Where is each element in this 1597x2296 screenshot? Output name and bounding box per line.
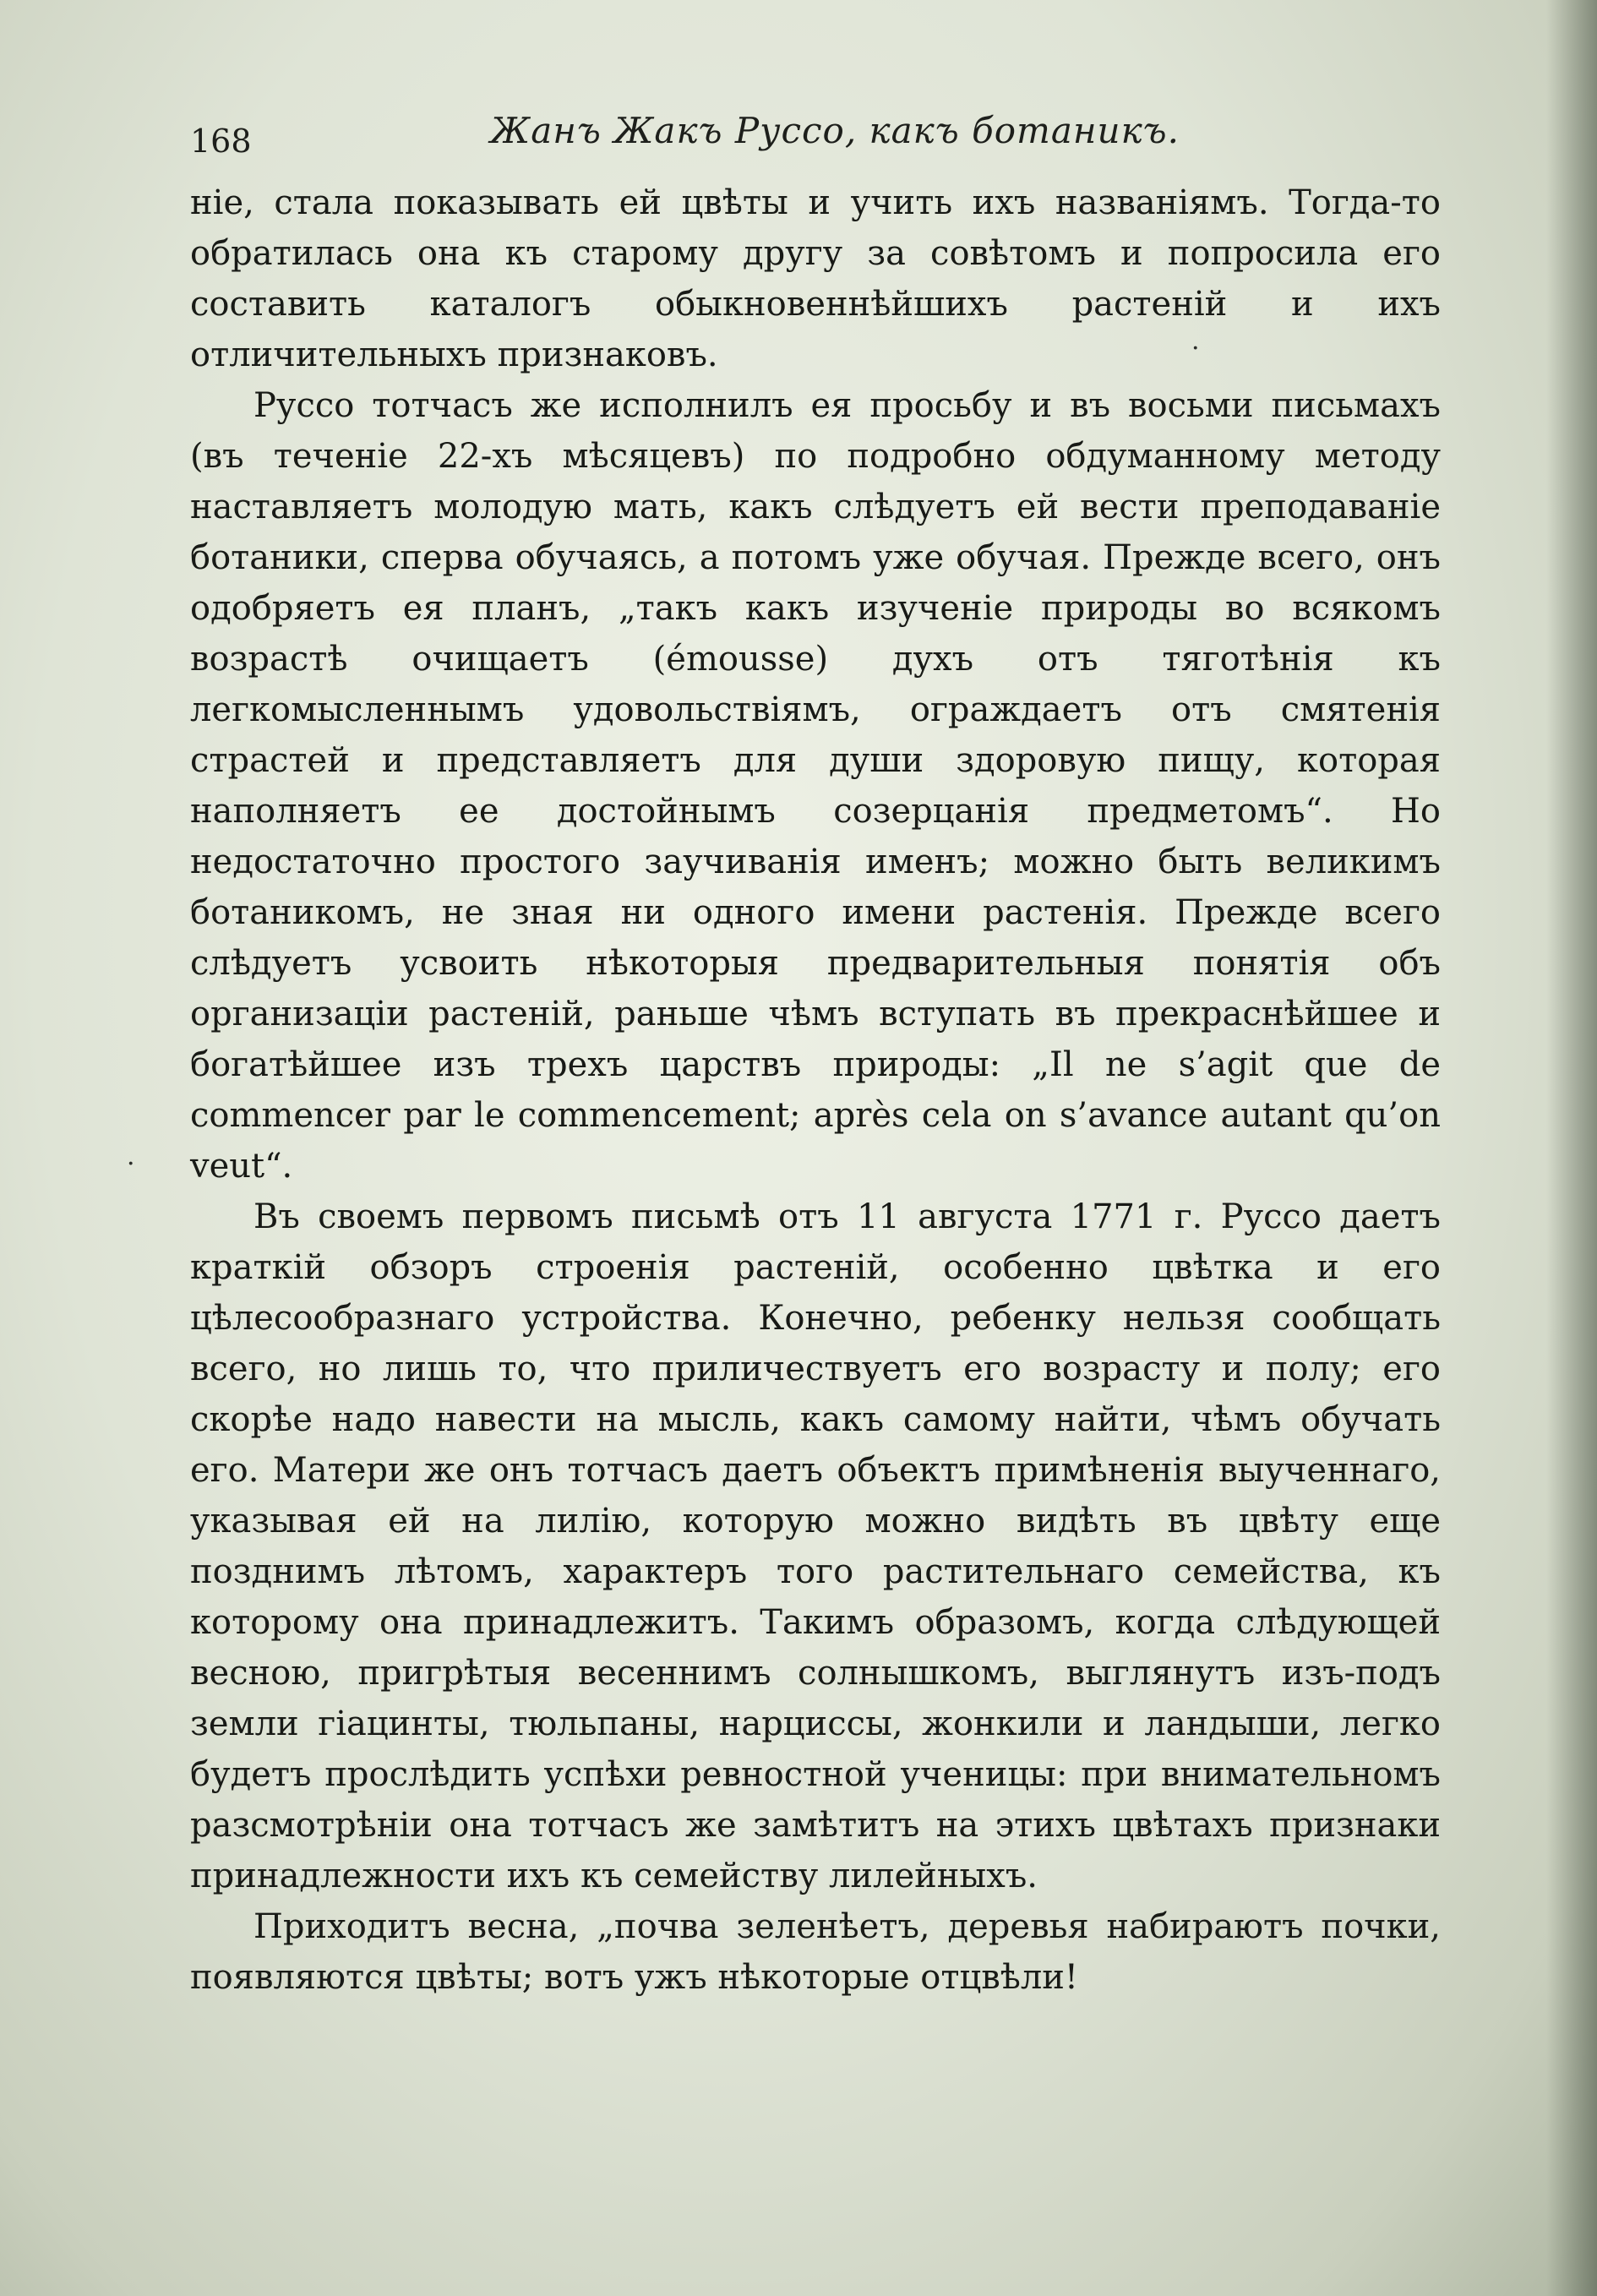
ink-speck: · bbox=[1191, 334, 1200, 363]
running-title: Жанъ Жакъ Руссо, какъ ботаникъ. bbox=[490, 110, 1180, 151]
paragraph: Приходитъ весна, „почва зеленѣетъ, деревья набираютъ почки, появляются цвѣты; вотъ ужъ нѣкоторые отцвѣли! bbox=[190, 1907, 1441, 1997]
page-edge-shadow bbox=[1546, 0, 1597, 2296]
paragraph: Руссо тотчасъ же исполнилъ ея просьбу и въ восьми письмахъ (въ теченіе 22-хъ мѣсяцевъ) по подробно обдуманному методу наставляетъ молодую мать, какъ слѣдуетъ ей вести преподаваніе ботаники, сперва обучаясь, а потомъ уже обучая. Прежде всего, онъ одобряетъ ея планъ, „такъ какъ изученіе природы во всякомъ возрастѣ очищаетъ (émousse) духъ отъ тяготѣнія къ легкомысленнымъ удовольствіямъ, ограждаетъ отъ смятенія страстей и представляетъ для души здоровую пищу, которая наполняетъ ее достойнымъ созерцанія предметомъ“. Но недостаточно простого заучиванія именъ; можно быть великимъ ботаникомъ, не зная ни одного имени растенія. Прежде всего слѣдуетъ усвоить нѣкоторыя предварительныя понятія объ организаціи растеній, раньше чѣмъ вступать въ прекраснѣйшее и богатѣйшее изъ трехъ царствъ природы: „Il ne s’agit que de commencer par le commencement; après cela on s’avance autant qu’on veut“. bbox=[190, 386, 1441, 1186]
paragraph-continued: ніе, стала показывать ей цвѣты и учить ихъ названіямъ. Тогда-то обратилась она къ старому другу за совѣтомъ и попросила его составить каталогъ обыкновеннѣйшихъ растеній и ихъ отличительныхъ признаковъ. bbox=[190, 183, 1441, 374]
ink-speck: · bbox=[127, 1149, 135, 1179]
page-number: 168 bbox=[190, 123, 252, 160]
paragraph: Въ своемъ первомъ письмѣ отъ 11 августа 1771 г. Руссо даетъ краткій обзоръ строенія растеній, особенно цвѣтка и его цѣлесообразнаго устройства. Конечно, ребенку нельзя сообщать всего, но лишь то, что приличествуетъ его возрасту и полу; его скорѣе надо навести на мысль, какъ самому найти, чѣмъ обучать его. Матери же онъ тотчасъ даетъ объектъ примѣненія выученнаго, указывая ей на лилію, которую можно видѣть въ цвѣту еще позднимъ лѣтомъ, характеръ того растительнаго семейства, къ которому она принадлежитъ. Такимъ образомъ, когда слѣдующей весною, пригрѣтыя весеннимъ солнышкомъ, выглянутъ изъ-подъ земли гіацинты, тюльпаны, нарциссы, жонкили и ландыши, легко будетъ прослѣдить успѣхи ревностной ученицы: при внимательномъ разсмотрѣніи она тотчасъ же замѣтитъ на этихъ цвѣтахъ признаки принадлежности ихъ къ семейству лилейныхъ. bbox=[190, 1197, 1441, 1895]
body-text bbox=[190, 177, 1441, 2003]
running-head bbox=[190, 101, 1441, 169]
